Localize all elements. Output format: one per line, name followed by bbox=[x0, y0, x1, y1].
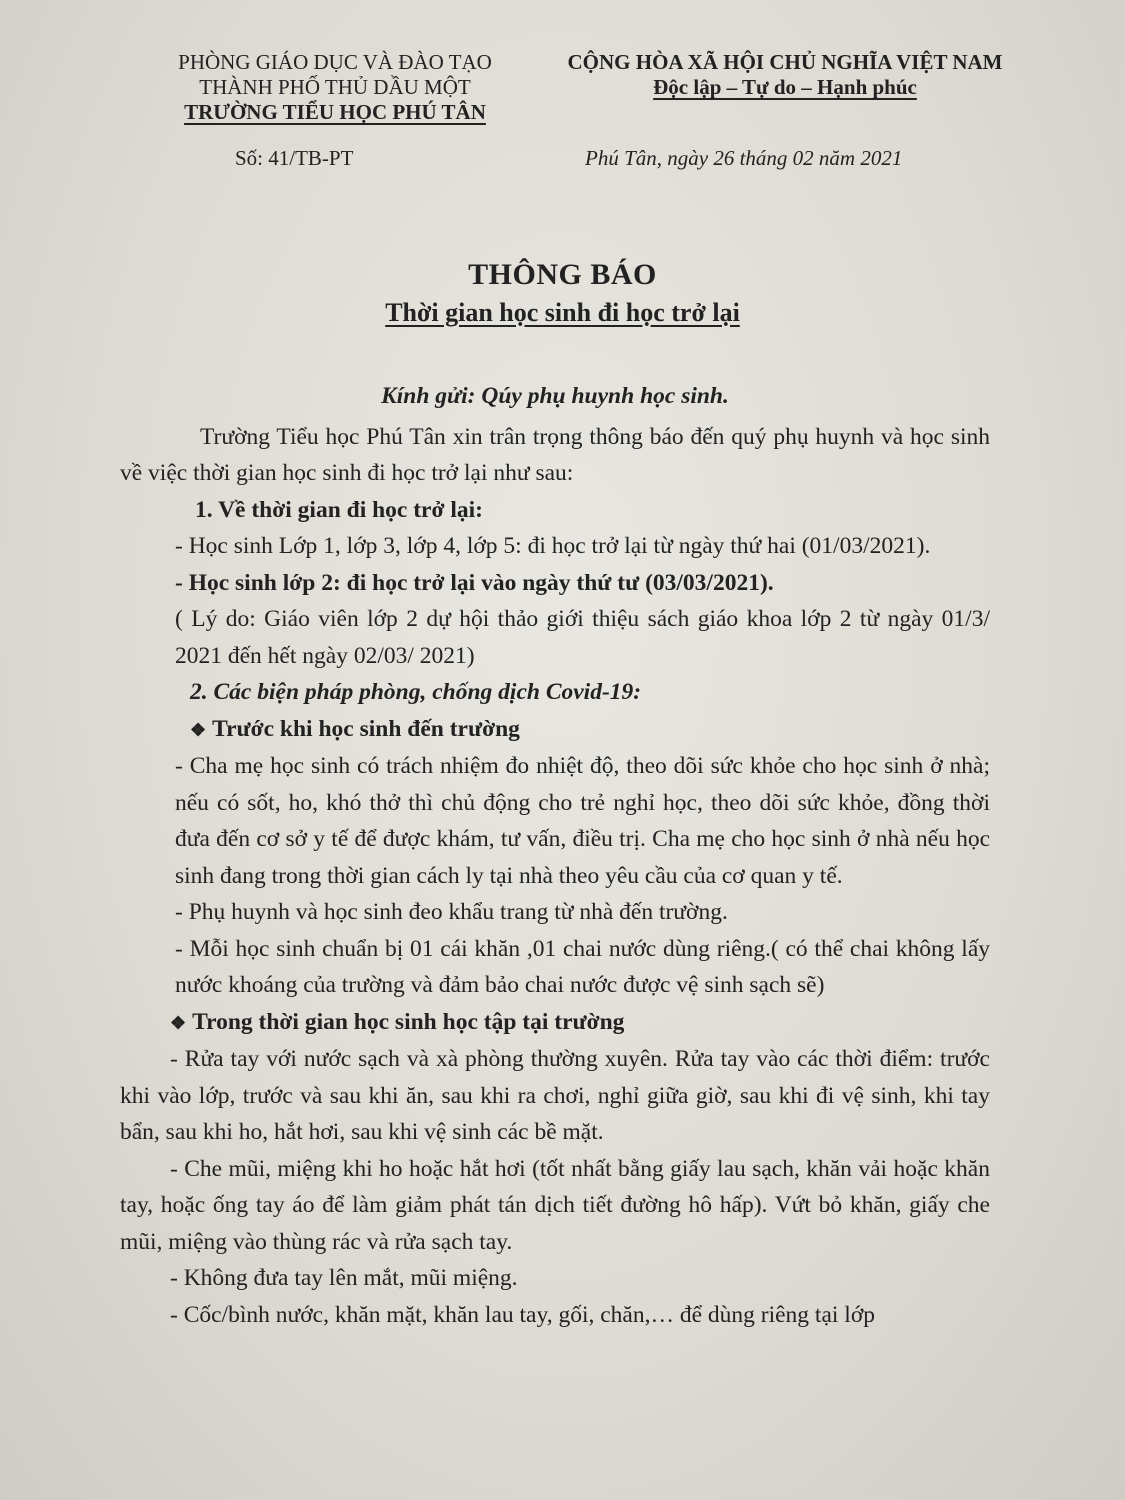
greeting: Kính gửi: Qúy phụ huynh học sinh. bbox=[381, 383, 729, 409]
document-date: Phú Tân, ngày 26 tháng 02 năm 2021 bbox=[585, 146, 903, 170]
sub-2-item-1: - Rửa tay với nước sạch và xà phòng thường xuyên. Rửa tay vào các thời điểm: trước khi vào lớp, trước và sau khi ăn, sau khi ra chơi, nghỉ giữa giờ, sau khi đi vệ sinh, khi tay bẩn, sau khi ho, hắt hơi, sau khi vệ sinh các bề mặt. bbox=[120, 1046, 990, 1145]
intro-paragraph: Trường Tiểu học Phú Tân xin trân trọng thông báo đến quý phụ huynh và học sinh về việc thời gian học sinh đi học trở lại như sau: bbox=[120, 423, 990, 486]
document-number: Số: 41/TB-PT bbox=[235, 146, 354, 170]
agency-header bbox=[150, 50, 520, 125]
section-1-item-2: - Học sinh lớp 2: đi học trở lại vào ngày thứ tư (03/03/2021). bbox=[175, 569, 774, 596]
school-name: TRƯỜNG TIỂU HỌC PHÚ TÂN bbox=[184, 100, 486, 124]
document-title: THÔNG BÁO bbox=[468, 258, 657, 291]
national-title: CỘNG HÒA XÃ HỘI CHỦ NGHĨA VIỆT NAM bbox=[567, 50, 1003, 74]
sub-1-title: Trước khi học sinh đến trường bbox=[212, 715, 520, 742]
subtitle-text: Thời gian học sinh đi học trở lại bbox=[385, 298, 740, 327]
section-2-heading: 2. Các biện pháp phòng, chống dịch Covid-19: bbox=[190, 679, 642, 705]
document-subtitle bbox=[0, 298, 1125, 328]
national-header bbox=[560, 50, 1010, 100]
agency-line-1: PHÒNG GIÁO DỤC VÀ ĐÀO TẠO bbox=[178, 50, 492, 74]
bullet-icon: ❖ bbox=[170, 1012, 187, 1033]
sub-1-item-3: - Mỗi học sinh chuẩn bị 01 cái khăn ,01 chai nước dùng riêng.( có thể chai không lấy nước khoáng của trường và đảm bảo chai nước được vệ sinh sạch sẽ) bbox=[175, 935, 990, 998]
sub-2-item-3: - Không đưa tay lên mắt, mũi miệng. bbox=[170, 1265, 518, 1291]
sub-2-item-2: - Che mũi, miệng khi ho hoặc hắt hơi (tốt nhất bằng giấy lau sạch, khăn vải hoặc khăn tay, hoặc ống tay áo để làm giảm phát tán dịch tiết đường hô hấp). Vứt bỏ khăn, giấy che mũi, miệng vào thùng rác và rửa sạch tay. bbox=[120, 1155, 990, 1255]
section-2-sub-2 bbox=[120, 1004, 990, 1042]
agency-line-2: THÀNH PHỐ THỦ DẦU MỘT bbox=[199, 75, 471, 99]
section-1-item-1: - Học sinh Lớp 1, lớp 3, lớp 4, lớp 5: đi học trở lại từ ngày thứ hai (01/03/2021). bbox=[175, 533, 931, 559]
sub-1-item-1: - Cha mẹ học sinh có trách nhiệm đo nhiệt độ, theo dõi sức khỏe cho học sinh ở nhà; nếu có sốt, ho, khó thở thì chủ động cho trẻ nghỉ học, theo dõi sức khỏe, đồng thời đưa đến cơ sở y tế để được khám, tư vấn, điều trị. Cha mẹ cho học sinh ở nhà nếu học sinh đang trong thời gian cách ly tại nhà theo yêu cầu của cơ quan y tế. bbox=[175, 753, 990, 889]
bullet-icon: ❖ bbox=[190, 719, 207, 740]
document-body bbox=[120, 378, 990, 1333]
section-1-heading: 1. Về thời gian đi học trở lại: bbox=[195, 496, 484, 523]
sub-2-title: Trong thời gian học sinh học tập tại trường bbox=[192, 1008, 625, 1035]
sub-2-item-4: - Cốc/bình nước, khăn mặt, khăn lau tay, gối, chăn,… để dùng riêng tại lớp bbox=[170, 1301, 875, 1328]
section-2-sub-1 bbox=[120, 711, 990, 749]
national-motto: Độc lập – Tự do – Hạnh phúc bbox=[653, 75, 917, 99]
section-1-reason: ( Lý do: Giáo viên lớp 2 dự hội thảo giới thiệu sách giáo khoa lớp 2 từ ngày 01/3/ 2021 đến hết ngày 02/03/ 2021) bbox=[175, 606, 990, 669]
sub-1-item-2: - Phụ huynh và học sinh đeo khẩu trang từ nhà đến trường. bbox=[175, 899, 728, 925]
